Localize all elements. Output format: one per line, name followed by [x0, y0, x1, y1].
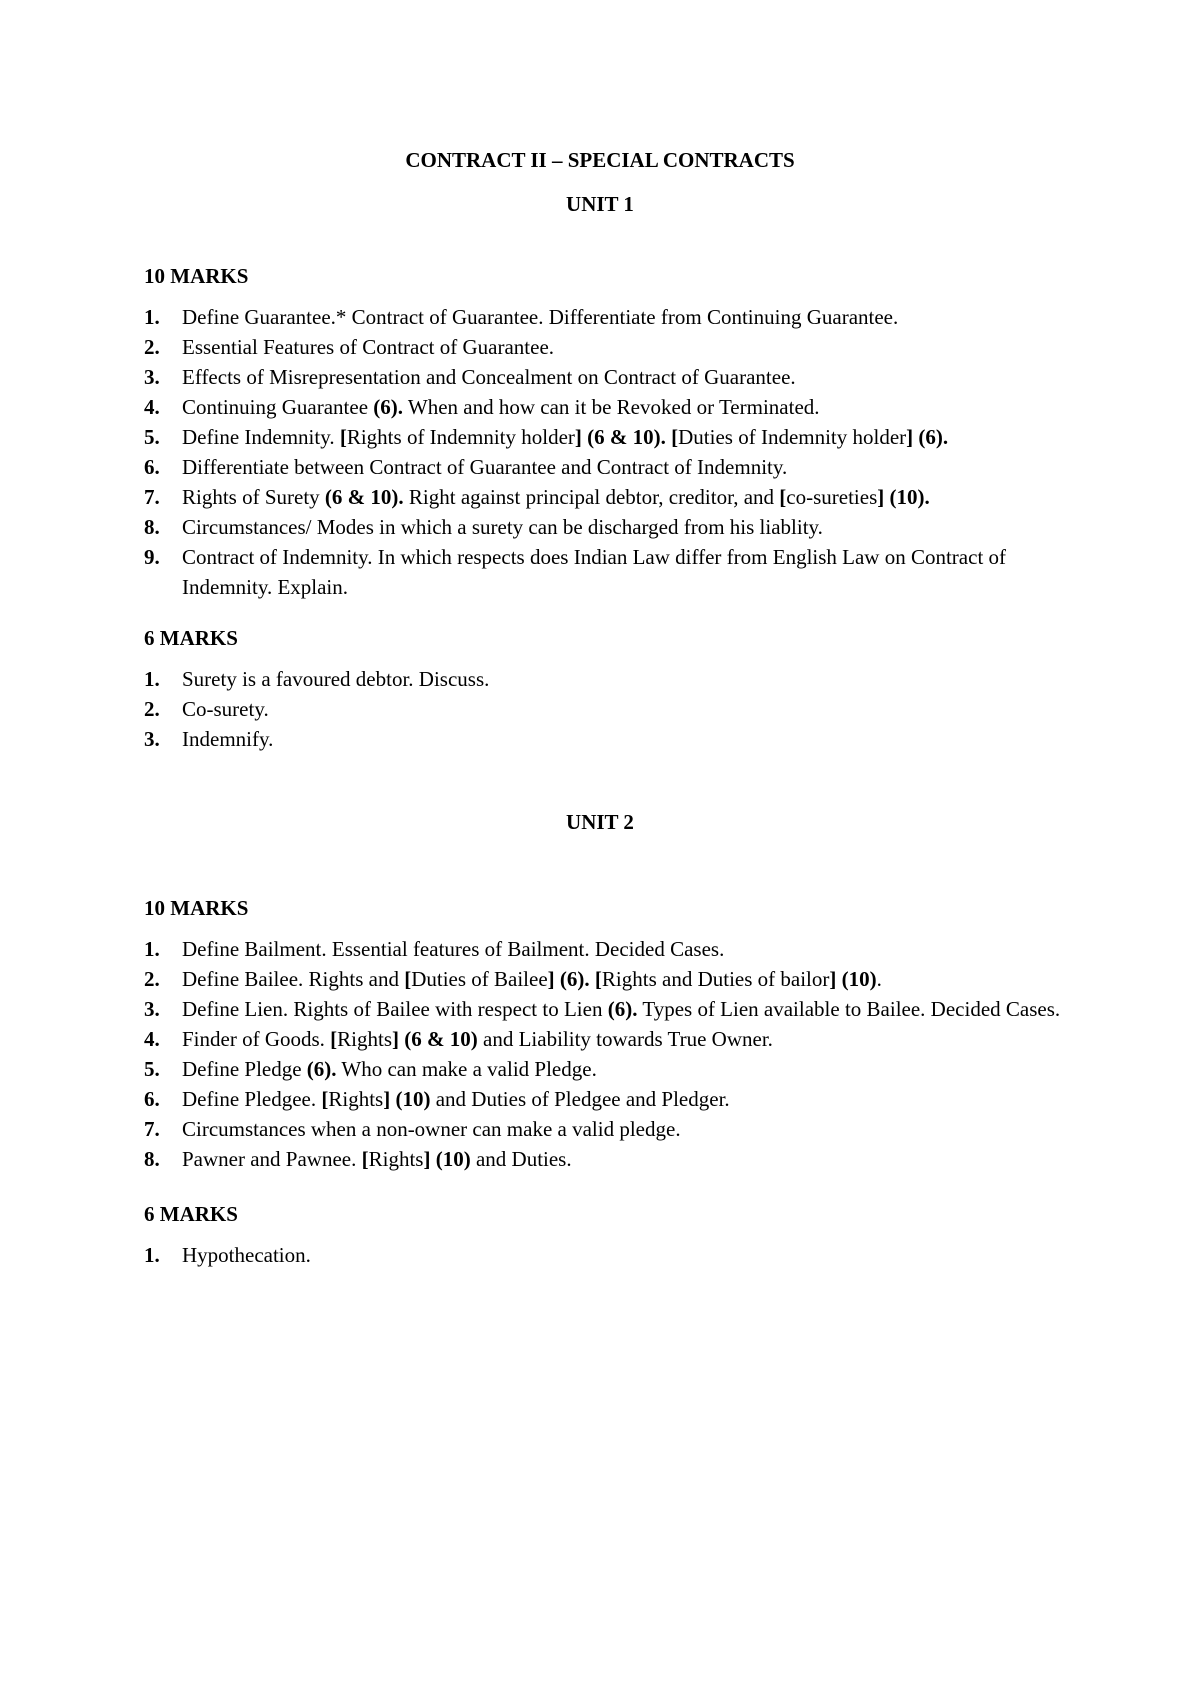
question-text-segment: Types of Lien available to Bailee. Decided Cases. — [637, 997, 1061, 1021]
marks-heading: 6 MARKS — [144, 626, 238, 650]
question-item — [144, 392, 1064, 422]
question-text — [182, 1243, 311, 1267]
marks-annotation: (6). — [306, 1057, 337, 1081]
question-text-segment: Rights and Duties of bailor — [601, 967, 830, 991]
question-item — [144, 1054, 1064, 1084]
question-text — [182, 1057, 597, 1081]
question-text-segment: Who can make a valid Pledge. — [336, 1057, 597, 1081]
marks-annotation: ] (6 & 10) — [392, 1027, 478, 1051]
question-item — [144, 332, 1064, 362]
question-list — [144, 302, 1064, 602]
question-number: 3. — [144, 997, 160, 1021]
question-text-segment: Define Pledgee. — [182, 1087, 322, 1111]
question-text-segment: Essential Features of Contract of Guarantee. — [182, 335, 555, 359]
marks-annotation: [ — [404, 967, 412, 991]
question-number: 2. — [144, 967, 160, 991]
question-number: 8. — [144, 515, 160, 539]
question-number: 1. — [144, 305, 160, 329]
question-text — [182, 395, 820, 419]
question-number: 7. — [144, 1117, 160, 1141]
question-text-segment: Rights — [337, 1027, 393, 1051]
question-number: 1. — [144, 937, 160, 961]
question-item — [144, 482, 1064, 512]
question-text-segment: Define Bailee. Rights and — [182, 967, 405, 991]
question-text-segment: Co-surety. — [182, 697, 269, 721]
marks-annotation: [ — [330, 1027, 338, 1051]
question-text-segment: Pawner and Pawnee. — [182, 1147, 362, 1171]
question-text-segment: co-sureties — [786, 485, 878, 509]
question-number: 4. — [144, 395, 160, 419]
marks-annotation: [ — [321, 1087, 329, 1111]
question-number: 1. — [144, 1243, 160, 1267]
question-text-segment: Contract of Indemnity. In which respects does Indian Law differ from English Law on Contract of Indemnity. Explain. — [182, 545, 1007, 599]
question-item — [144, 362, 1064, 392]
marks-annotation: ] (6). [ — [547, 967, 602, 991]
question-text — [182, 335, 554, 359]
question-text — [182, 485, 930, 509]
question-text-segment: Circumstances when a non-owner can make a valid pledge. — [182, 1117, 681, 1141]
question-text-segment: Rights — [328, 1087, 384, 1111]
question-text-segment: Differentiate between Contract of Guarantee and Contract of Indemnity. — [182, 455, 788, 479]
question-text-segment: Define Lien. Rights of Bailee with respect to Lien — [182, 997, 608, 1021]
marks-annotation: ] (10). — [877, 485, 930, 509]
question-number: 6. — [144, 1087, 160, 1111]
question-text-segment: and Duties of Pledgee and Pledger. — [430, 1087, 730, 1111]
unit-2-10-marks-section — [144, 894, 1064, 1174]
question-text — [182, 697, 269, 721]
question-number: 3. — [144, 365, 160, 389]
question-text — [182, 365, 796, 389]
question-text — [182, 1027, 773, 1051]
question-text-segment: Duties of Indemnity holder — [678, 425, 907, 449]
question-text — [182, 997, 1060, 1021]
question-text — [182, 425, 948, 449]
marks-annotation: [ — [361, 1147, 369, 1171]
unit-2-heading: UNIT 2 — [566, 810, 634, 834]
question-text — [182, 937, 724, 961]
question-number: 2. — [144, 335, 160, 359]
question-text-segment: Finder of Goods. — [182, 1027, 331, 1051]
question-item — [144, 724, 1064, 754]
marks-annotation: [ — [779, 485, 787, 509]
question-text-segment: Define Pledge — [182, 1057, 307, 1081]
marks-heading: 10 MARKS — [144, 896, 249, 920]
question-text — [182, 305, 898, 329]
question-text — [182, 1117, 681, 1141]
marks-annotation: ] (6 & 10). [ — [574, 425, 679, 449]
question-text-segment: When and how can it be Revoked or Terminated. — [403, 395, 820, 419]
question-item — [144, 1084, 1064, 1114]
question-list — [144, 1240, 1064, 1270]
unit-1-10-marks-section — [144, 262, 1064, 602]
question-text — [182, 515, 823, 539]
question-list — [144, 934, 1064, 1174]
question-text-segment: Hypothecation. — [182, 1243, 311, 1267]
question-text — [182, 1087, 730, 1111]
marks-annotation: (6). — [373, 395, 404, 419]
marks-annotation: [ — [339, 425, 347, 449]
question-number: 9. — [144, 545, 160, 569]
unit-1-6-marks-section — [144, 624, 1064, 754]
question-text — [182, 967, 882, 991]
question-item — [144, 1114, 1064, 1144]
marks-annotation: ] (10) — [829, 967, 877, 991]
question-text-segment: and Duties. — [470, 1147, 572, 1171]
question-text-segment: Define Guarantee.* Contract of Guarantee. Differentiate from Continuing Guarantee. — [182, 305, 899, 329]
question-text-segment: Surety is a favoured debtor. Discuss. — [182, 667, 490, 691]
question-item — [144, 664, 1064, 694]
question-text — [182, 727, 273, 751]
question-number: 5. — [144, 1057, 160, 1081]
question-text-segment: Circumstances/ Modes in which a surety can be discharged from his liablity. — [182, 515, 823, 539]
question-text-segment: . — [876, 967, 882, 991]
question-text — [182, 1147, 572, 1171]
question-text-segment: Define Bailment. Essential features of Bailment. Decided Cases. — [182, 937, 725, 961]
question-text-segment: Effects of Misrepresentation and Concealment on Contract of Guarantee. — [182, 365, 796, 389]
question-item — [144, 934, 1064, 964]
question-text-segment: and Liability towards True Owner. — [477, 1027, 773, 1051]
question-item — [144, 964, 1064, 994]
marks-annotation: ] (10) — [423, 1147, 471, 1171]
unit-1-heading: UNIT 1 — [566, 192, 634, 216]
question-number: 4. — [144, 1027, 160, 1051]
question-list — [144, 664, 1064, 754]
question-item — [144, 422, 1064, 452]
question-item — [144, 1144, 1064, 1174]
question-text — [182, 455, 787, 479]
question-text-segment: Indemnify. — [182, 727, 274, 751]
question-item — [144, 1024, 1064, 1054]
question-number: 1. — [144, 667, 160, 691]
marks-annotation: ] (10) — [383, 1087, 431, 1111]
marks-annotation: (6 & 10). — [324, 485, 404, 509]
question-item — [144, 994, 1064, 1024]
question-item — [144, 452, 1064, 482]
question-item — [144, 694, 1064, 724]
question-text-segment: Rights of Indemnity holder — [346, 425, 575, 449]
question-item — [144, 1240, 1064, 1270]
question-number: 8. — [144, 1147, 160, 1171]
question-text-segment: Right against principal debtor, creditor, and — [403, 485, 780, 509]
marks-annotation: (6). — [607, 997, 638, 1021]
marks-annotation: ] (6). — [906, 425, 949, 449]
question-number: 6. — [144, 455, 160, 479]
question-text — [182, 667, 489, 691]
question-number: 7. — [144, 485, 160, 509]
question-text-segment: Continuing Guarantee — [182, 395, 374, 419]
question-item — [144, 512, 1064, 542]
question-number: 5. — [144, 425, 160, 449]
question-text-segment: Duties of Bailee — [411, 967, 548, 991]
document-title: CONTRACT II – SPECIAL CONTRACTS — [405, 148, 795, 172]
question-text-segment: Rights — [368, 1147, 424, 1171]
question-item — [144, 302, 1064, 332]
question-text-segment: Rights of Surety — [182, 485, 325, 509]
unit-2-6-marks-section — [144, 1200, 1064, 1270]
question-number: 2. — [144, 697, 160, 721]
marks-heading: 10 MARKS — [144, 264, 249, 288]
question-text-segment: Define Indemnity. — [182, 425, 340, 449]
question-item — [144, 542, 1064, 602]
marks-heading: 6 MARKS — [144, 1202, 238, 1226]
question-number: 3. — [144, 727, 160, 751]
question-text — [182, 545, 1006, 599]
